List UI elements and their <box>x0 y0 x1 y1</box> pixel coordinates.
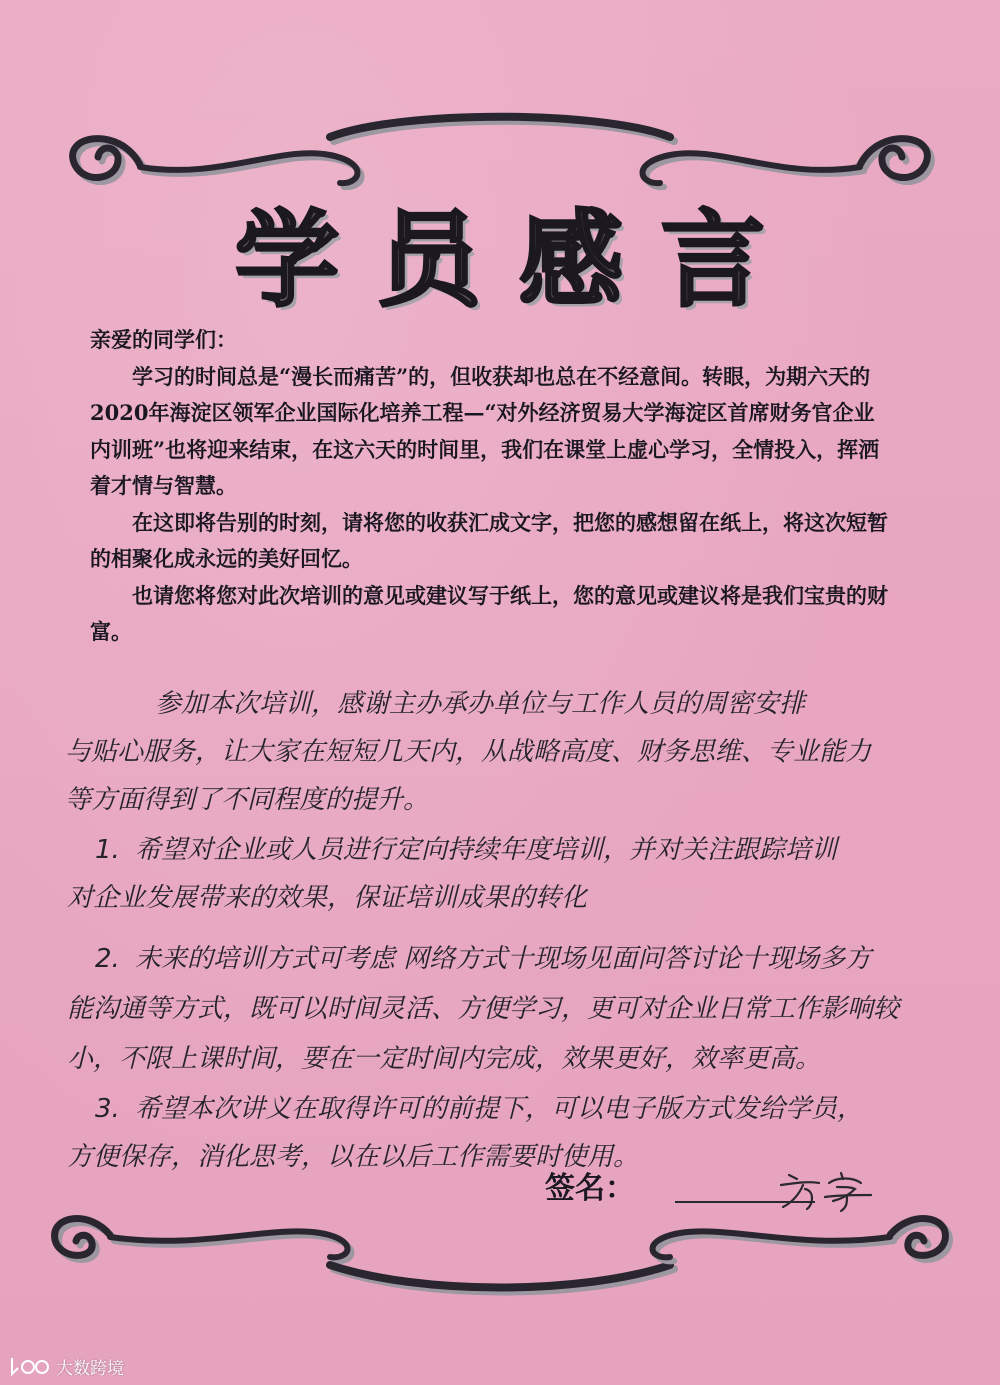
brand-logo-icon <box>8 1354 52 1378</box>
handwritten-text: 未来的培训方式可考虑 网络方式十现场见面问答讨论十现场多方 <box>135 944 872 974</box>
watermark <box>8 1352 124 1380</box>
letter-paragraph: 也请您将您对此次培训的意见或建议写于纸上，您的意见或建议将是我们宝贵的财富。 <box>90 582 888 644</box>
handwritten-line: 参加本次培训，感谢主办承办单位与工作人员的周密安排 <box>155 689 806 719</box>
handwritten-intro <box>65 680 965 824</box>
letter-paragraph: 学习的时间总是“漫长而痛苦”的，但收获却也总在不经意间。转眼，为期六天的2020年海淀区领军企业国际化培养工程—“对外经济贸易大学海淀区首席财务官企业内训班”也将迎来结束，在这六天的时间里，我们在课堂上虚心学习，全情投入，挥洒着才情与智慧。 <box>90 363 880 498</box>
handwritten-line: 对企业发展带来的效果，保证培训成果的转化 <box>67 883 588 913</box>
suggestion-number: 1. <box>95 835 120 865</box>
handwritten-line: 小，不限上课时间，要在一定时间内完成，效果更好，效率更高。 <box>67 1044 822 1074</box>
handwritten-suggestion-1 <box>65 826 965 922</box>
handwritten-suggestion-2 <box>65 935 965 1083</box>
handwritten-line: 与贴心服务，让大家在短短几天内，从战略高度、财务思维、专业能力 <box>65 737 872 767</box>
handwritten-line <box>65 826 965 874</box>
top-flourish-ornament <box>0 85 1000 215</box>
bottom-flourish-ornament <box>0 1205 1000 1315</box>
signature-label: 签名： <box>545 1171 635 1206</box>
handwritten-line: 方便保存，消化思考，以在以后工作需要时使用。 <box>67 1142 640 1172</box>
handwritten-text: 希望本次讲义在取得许可的前提下，可以电子版方式发给学员， <box>135 1094 864 1124</box>
page-title: 学员感言 <box>234 198 803 321</box>
handwritten-line <box>65 935 965 983</box>
handwritten-text: 希望对企业或人员进行定向持续年度培训，并对关注跟踪培训 <box>135 835 838 865</box>
suggestion-number: 3. <box>95 1094 120 1124</box>
suggestion-number: 2. <box>95 944 120 974</box>
handwritten-line: 等方面得到了不同程度的提升。 <box>65 785 430 815</box>
handwritten-line: 能沟通等方式，既可以时间灵活、方便学习，更可对企业日常工作影响较 <box>67 994 900 1024</box>
handwritten-line <box>65 1085 965 1133</box>
letter-greeting: 亲爱的同学们： <box>90 327 237 352</box>
printed-letter <box>90 322 890 651</box>
watermark-text: 大数跨境 <box>56 1358 124 1379</box>
letter-paragraph: 在这即将告别的时刻，请将您的收获汇成文字，把您的感想留在纸上，将这次短暂的相聚化成永远的美好回忆。 <box>90 509 888 571</box>
